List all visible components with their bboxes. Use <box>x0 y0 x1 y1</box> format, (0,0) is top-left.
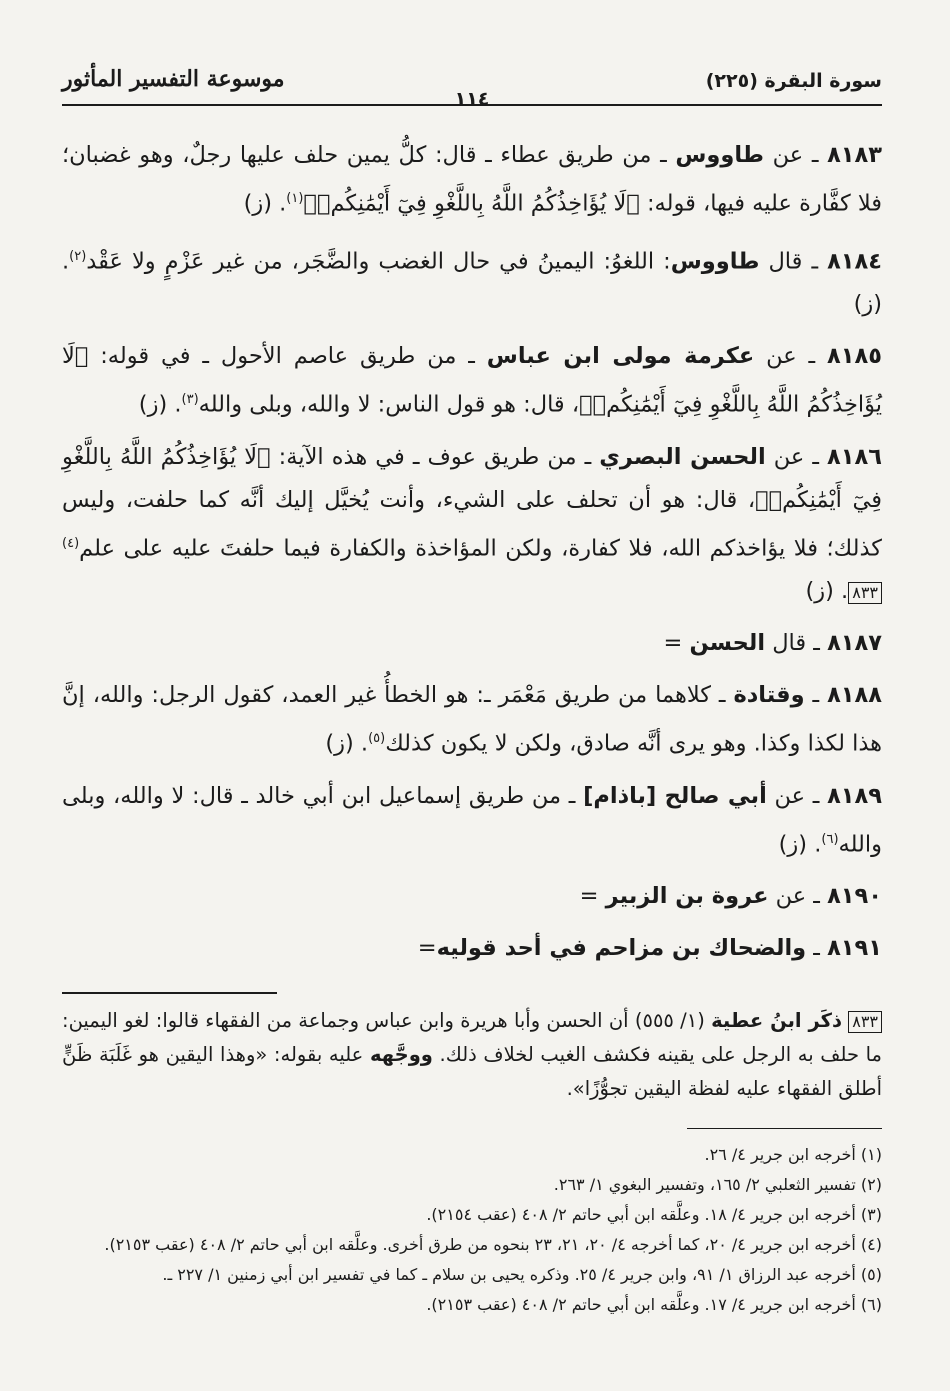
narration-entry: ٨١٨٥ ـ عن عكرمة مولى ابن عباس ـ من طريق عاصم الأحول ـ في قوله: ﴿لَا يُؤَاخِذُكُمُ اللَّهُ بِاللَّغْوِ فِيٓ أَيْمَٰنِكُمۡ﴾، قال: هو قول الناس: لا والله، وبلى والله$^{(٣)}$. (ز) <box>62 343 882 418</box>
page-number: ١١٤ <box>454 88 490 110</box>
footnote: (٤) أخرجه ابن جرير ٤/ ٢٠، كما أخرجه ٤/ ٢٠، ٢١، ٢٣ بنحوه من طرق أخرى. وعلَّقه ابن أبي حاتم ٢/ ٤٠٨ (عقب ٢١٥٣). <box>104 1235 882 1254</box>
footnote: (٦) أخرجه ابن جرير ٤/ ١٧. وعلَّقه ابن أبي حاتم ٢/ ٤٠٨ (عقب ٢١٥٣). <box>426 1295 882 1314</box>
footnote-marker: (٥) <box>368 731 386 746</box>
narration-entry: ٨١٨٣ ـ عن طاووس ـ من طريق عطاء ـ قال: كلُّ يمين حلف عليها رجلٌ، وهو غضبان؛ فلا كفَّارة عليه فيها، قوله: ﴿لَا يُؤَاخِذُكُمُ اللَّهُ بِاللَّغْوِ فِيٓ أَيْمَٰنِكُمۡ﴾$^{(١)}$. (ز) <box>62 142 882 217</box>
footnote-marker: (٣) <box>181 392 199 407</box>
footnotes-divider <box>687 1128 882 1129</box>
footnote-marker: (٦) <box>821 831 839 847</box>
narration-entry: ٨١٨٩ ـ عن أبي صالح [باذام] ـ من طريق إسماعيل ابن أبي خالد ـ قال: لا والله، وبلى والله$^{(٦)}$. (ز) <box>62 782 882 857</box>
comment-number-box: ٨٣٣ <box>848 1011 882 1033</box>
narration-entry: ٨١٩٠ ـ عن عروة بن الزبير = <box>579 883 882 909</box>
footnote: (٥) أخرجه عبد الرزاق ١/ ٩١، وابن جرير ٤/ ٢٥. وذكره يحيى بن سلام ـ كما في تفسير ابن أبي زمنين ١/ ٢٢٧ ـ. <box>162 1265 882 1284</box>
narration-entry: ٨١٨٤ ـ قال طاووس: اللغوُ: اليمينُ في حال الغضب والضَّجَر، من غير عَزْمٍ ولا عَقْد$^{(٢)}$. (ز) <box>62 248 882 317</box>
narration-entry: ٨١٨٧ ـ قال الحسن = <box>663 630 882 656</box>
commentary-divider <box>62 992 277 994</box>
book-title: موسوعة التفسير المأثور <box>62 66 285 92</box>
narration-entry: ٨١٩١ ـ والضحاك بن مزاحم في أحد قوليه= <box>417 935 882 961</box>
footnote-marker: (٢) <box>69 248 87 264</box>
narration-entry: ٨١٨٨ ـ وقتادة ـ كلاهما من طريق مَعْمَر ـ: هو الخطأُ غير العمد، كقول الرجل: والله، إنَّ هذا لكذا وكذا. وهو يرى أنَّه صادق، ولكن لا يكون كذلك$^{(٥)}$. (ز) <box>62 682 882 757</box>
narration-entry: ٨١٨٦ ـ عن الحسن البصري ـ من طريق عوف ـ في هذه الآية: ﴿لَا يُؤَاخِذُكُمُ اللَّهُ بِاللَّغْوِ فِيٓ أَيْمَٰنِكُمۡ﴾، قال: هو أن تحلف على الشيء، وأنت يُخيَّل إليك أنَّه كما حلفت، وليس كذلك؛ فلا يؤاخذكم الله، فلا كفارة، ولكن المؤاخذة والكفارة فيما حلفتَ عليه على علم$^{(٤)}$٨٣٣. (ز) <box>62 443 882 604</box>
footnote-marker: (٤) <box>62 535 80 551</box>
book-page <box>62 58 882 1358</box>
surah-title: سورة البقرة (٢٢٥) <box>705 70 882 92</box>
footnote: (١) أخرجه ابن جرير ٤/ ٢٦. <box>704 1145 882 1164</box>
commentary-block: ٨٣٣ ذكَر ابنُ عطية (١/ ٥٥٥) أن الحسن وأبا هريرة وابن عباس وجماعة من الفقهاء قالوا: لغو اليمين: ما حلف به الرجل على يقينه فكشف الغيب لخلاف ذلك. ووجَّهه عليه بقوله: «وهذا اليقين هو غَلَبَة ظَنٍّ أطلق الفقهاء عليه لفظة اليقين تجوُّزًا». <box>62 1009 883 1100</box>
footnote: (٣) أخرجه ابن جرير ٤/ ١٨. وعلَّقه ابن أبي حاتم ٢/ ٤٠٨ (عقب ٢١٥٤). <box>426 1205 882 1224</box>
footnote-marker: (١) <box>286 191 304 206</box>
page-header <box>62 58 882 110</box>
commentary-lead: ذكَر ابنُ عطية <box>711 1009 842 1032</box>
comment-ref-box: ٨٣٣ <box>848 582 882 604</box>
main-text <box>62 134 882 970</box>
footnote: (٢) تفسير الثعلبي ٢/ ١٦٥، وتفسير البغوي ١/ ٢٦٣. <box>553 1175 882 1194</box>
footnotes <box>62 1141 882 1319</box>
